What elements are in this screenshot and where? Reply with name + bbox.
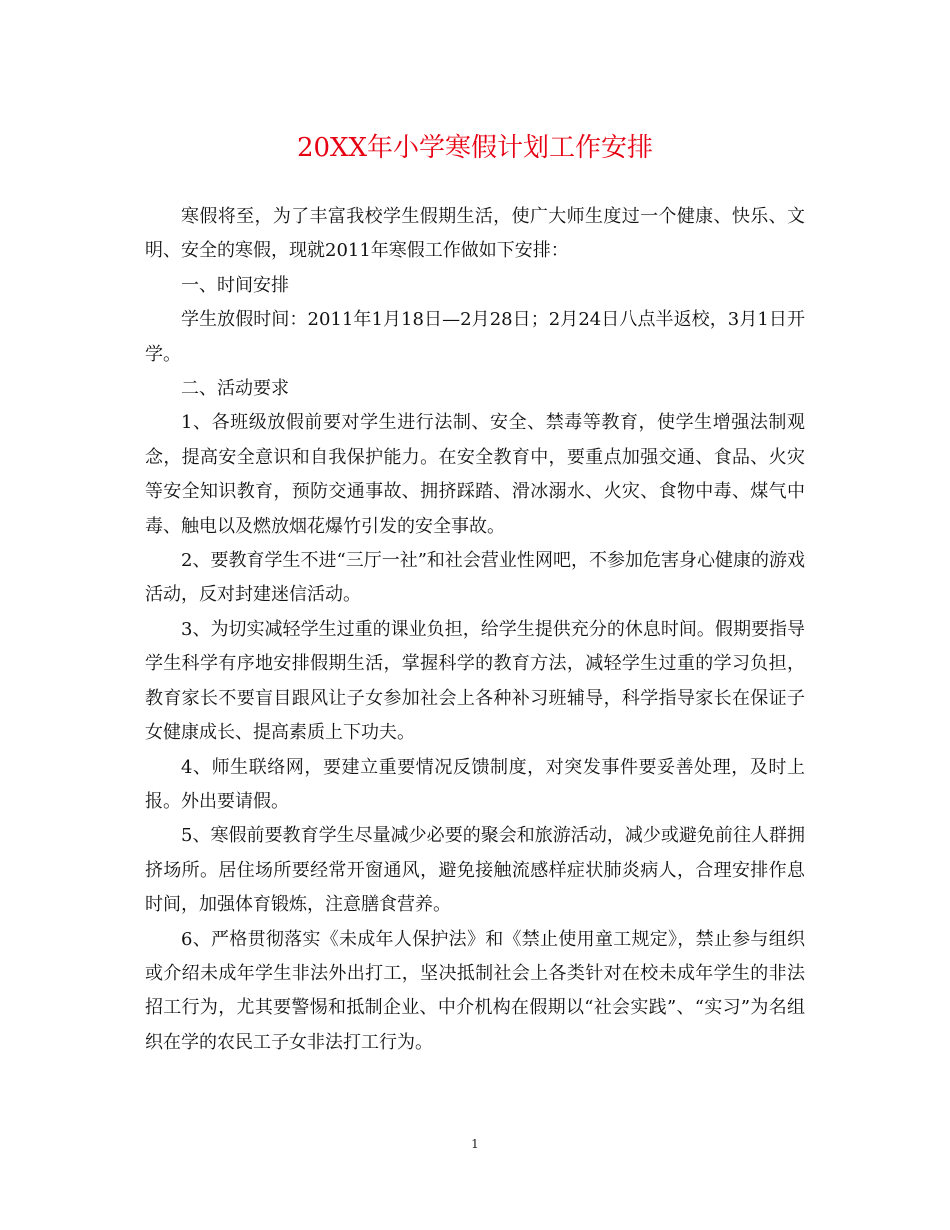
requirement-item-5: 5、寒假前要教育学生尽量减少必要的聚会和旅游活动，减少或避免前往人群拥挤场所。居住场所要经常开窗通风，避免接触流感样症状肺炎病人，合理安排作息时间，加强体育锻炼，注意膳食营养。 [145, 825, 805, 916]
requirement-item-3: 3、为切实减轻学生过重的课业负担，给学生提供充分的休息时间。假期要指导学生科学有序地安排假期生活，掌握科学的教育方法，减轻学生过重的学习负担，教育家长不要盲目跟风让子女参加社会上各种补习班辅导，科学指导家长在保证子女健康成长、提高素质上下功夫。 [145, 618, 805, 744]
requirement-item-4: 4、师生联络网，要建立重要情况反馈制度，对突发事件要妥善处理，及时上报。外出要请假。 [145, 756, 805, 812]
intro-paragraph: 寒假将至，为了丰富我校学生假期生活，使广大师生度过一个健康、快乐、文明、安全的寒假，现就2011年寒假工作做如下安排： [145, 206, 805, 262]
document-title: 20XX年小学寒假计划工作安排 [296, 133, 654, 163]
requirement-item-1: 1、各班级放假前要对学生进行法制、安全、禁毒等教育，使学生增强法制观念，提高安全意识和自我保护能力。在安全教育中，要重点加强交通、食品、火灾等安全知识教育，预防交通事故、拥挤踩踏、滑冰溺水、火灾、食物中毒、煤气中毒、触电以及燃放烟花爆竹引发的安全事故。 [145, 412, 805, 537]
document-body [145, 200, 805, 1060]
section-heading-time: 一、时间安排 [181, 274, 289, 296]
requirement-item-2: 2、要教育学生不进“三厅一社”和社会营业性网吧，不参加危害身心健康的游戏活动，反对封建迷信活动。 [145, 550, 805, 606]
section-heading-requirements: 二、活动要求 [181, 378, 289, 400]
paragraph-schedule: 学生放假时间：2011年1月18日—2月28日；2月24日八点半返校，3月1日开学。 [145, 309, 805, 365]
page-number: 1 [471, 1137, 479, 1151]
requirement-item-6: 6、严格贯彻落实《未成年人保护法》和《禁止使用童工规定》，禁止参与组织或介绍未成年学生非法外出打工，坚决抵制社会上各类针对在校未成年学生的非法招工行为，尤其要警惕和抵制企业、中介机构在假期以“社会实践”、“实习”为名组织在学的农民工子女非法打工行为。 [145, 928, 805, 1053]
